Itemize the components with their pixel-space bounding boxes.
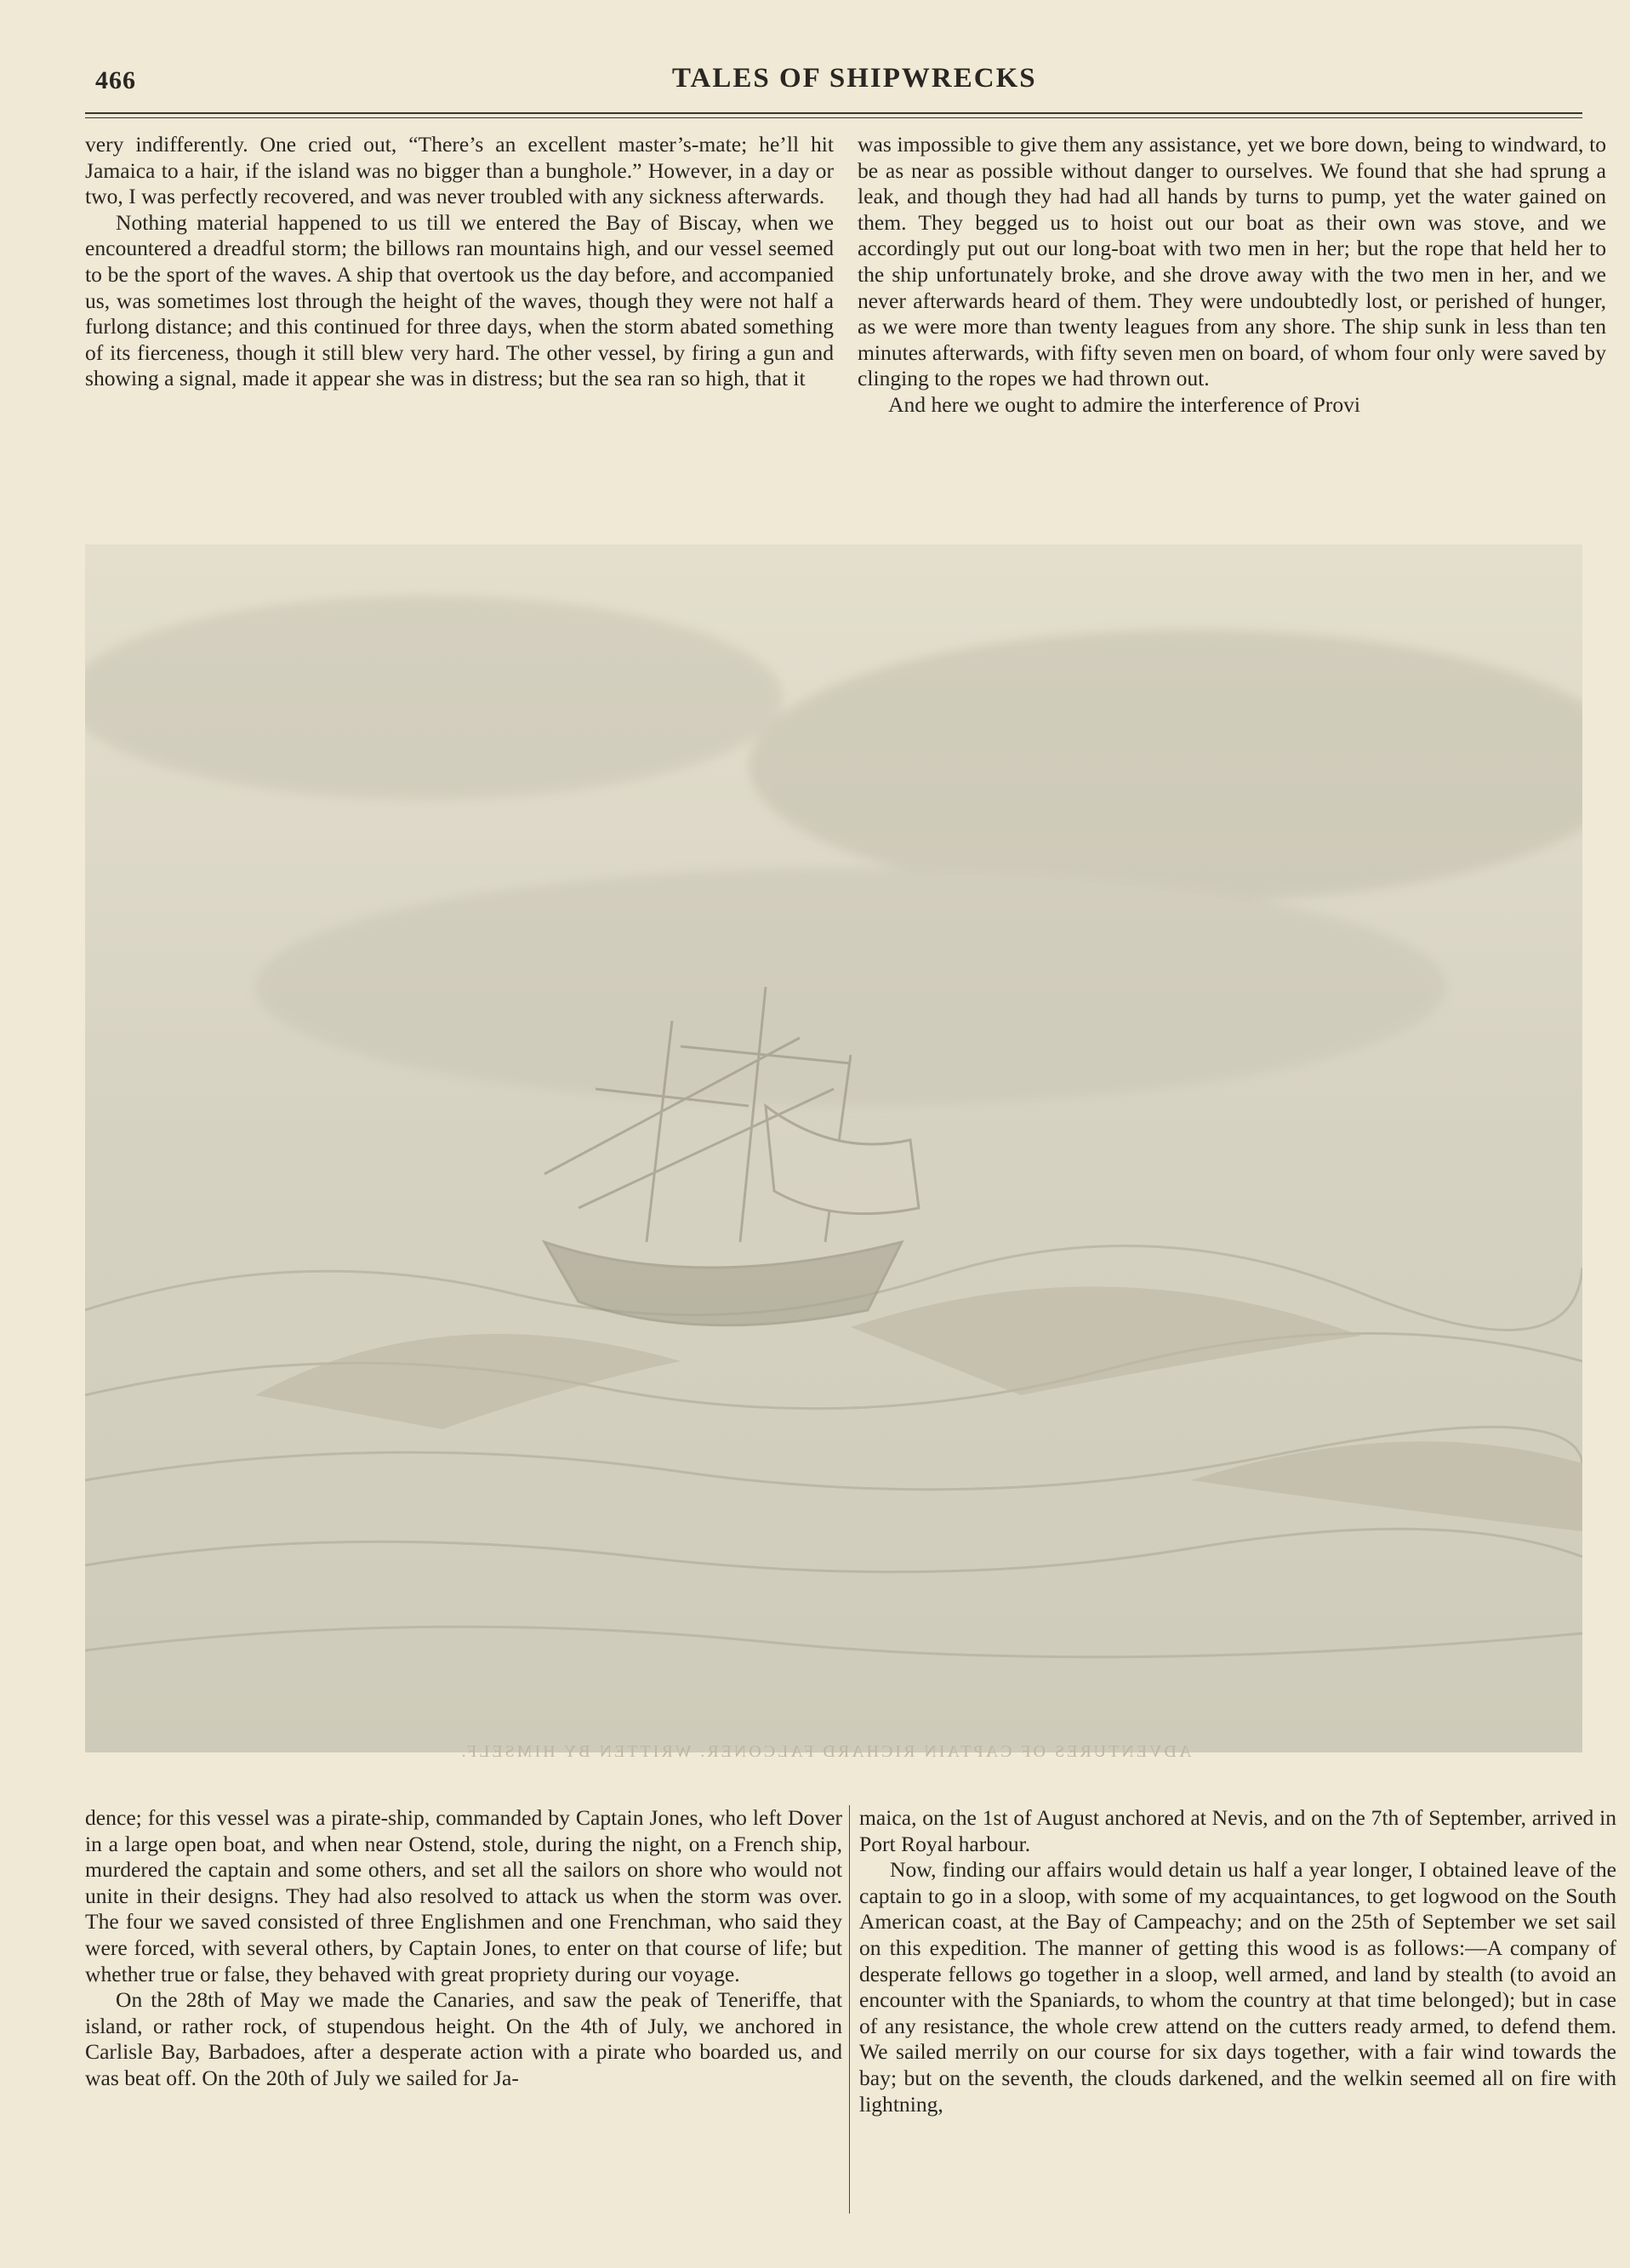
paragraph: dence; for this vessel was a pirate-ship, commanded by Captain Jones, who left Dover in a large open boat, and when near Ostend, stole, during the night, on a French ship, murdered the captain and some others, and set all the sailors on shore who would not unite in their designs. They had also resolved to attack us when the storm was over. The four we saved consisted of three Englishmen and one Frenchman, who said they were forced, with several others, by Captain Jones, to enter on that course of life; but whether true or false, they behaved with great propriety during our voyage. — [85, 1805, 842, 1986]
bottom-left-column — [85, 1805, 842, 2092]
header-rule-thin — [85, 117, 1582, 118]
paragraph: was impossible to give them any assistance, yet we bore down, being to windward, to be as near as possible without danger to ourselves. We found that she had sprung a leak, and though they had had all hands by turns to pump, yet the water gained on them. They begged us to hoist out our boat as their own was stove, and we accordingly put out our long-boat with two men in her; but the rope that held her to the ship unfortunately broke, and she drove away with the two men in her, and we never afterwards heard of them. They were undoubtedly lost, or perished of hunger, as we were more than twenty leagues from any shore. The ship sunk in less than ten minutes afterwards, with fifty seven men on board, of whom four only were saved by clinging to the ropes we had thrown out. — [858, 132, 1606, 391]
page-number: 466 — [95, 66, 136, 94]
running-title: TALES OF SHIPWRECKS — [672, 63, 1037, 94]
column-divider — [849, 1805, 850, 2214]
top-left-column — [85, 132, 834, 392]
top-right-column — [858, 132, 1606, 419]
shipwreck-engraving — [85, 544, 1582, 1752]
header-rule — [85, 112, 1582, 114]
storm-ship-illustration — [85, 544, 1582, 1752]
paragraph: And here we ought to admire the interference of Provi — [888, 391, 1361, 417]
bottom-right-column — [859, 1805, 1616, 2117]
paragraph: maica, on the 1st of August anchored at Nevis, and on the 7th of September, arrived in Port Royal harbour. — [859, 1805, 1616, 1856]
paragraph: very indifferently. One cried out, “There’s an excellent master’s-mate; he’ll hit Jamaica to a hair, if the island was no bigger than a bunghole.” However, in a day or two, I was perfectly recovered, and was never troubled with any sickness afterwards. — [85, 132, 834, 209]
paragraph: Now, finding our affairs would detain us half a year longer, I obtained leave of the captain to go in a sloop, with some of my acquaintances, to get logwood on the South American coast, at the Bay of Campeachy; and on the 25th of September we set sail on this expedition. The manner of getting this wood is as follows:—A company of desperate fellows go together in a sloop, well armed, and land by stealth (to avoid an encounter with the Spaniards, to whom the country at that time belonged); but in case of any resistance, the whole crew attend on the cutters ready armed, to defend them. We sailed merrily on our course for six days together, with a fair wind towards the bay; but on the seventh, the clouds darkened, and the welkin seemed all on fire with lightning, — [859, 1857, 1616, 2117]
paragraph: Nothing material happened to us till we entered the Bay of Biscay, when we encountered a dreadful storm; the billows ran mountains high, and our vessel seemed to be the sport of the waves. A ship that overtook us the day before, and accompanied us, was sometimes lost through the height of the waves, though they were not half a furlong distance; and this continued for three days, when the storm abated something of its fierceness, though it still blew very hard. The other vessel, by firing a gun and showing a signal, made it appear she was in distress; but the sea ran so high, that it — [85, 209, 834, 391]
illustration-caption: ADVENTURES OF CAPTAIN RICHARD FALCONER. WRITTEN BY HIMSELF. — [459, 1742, 1192, 1761]
paragraph: On the 28th of May we made the Canaries, and saw the peak of Teneriffe, that island, or rather rock, of stupendous height. On the 4th of July, we anchored in Carlisle Bay, Barbadoes, after a desperate action with a pirate who boarded us, and was beat off. On the 20th of July we sailed for Ja- — [85, 1987, 842, 2090]
